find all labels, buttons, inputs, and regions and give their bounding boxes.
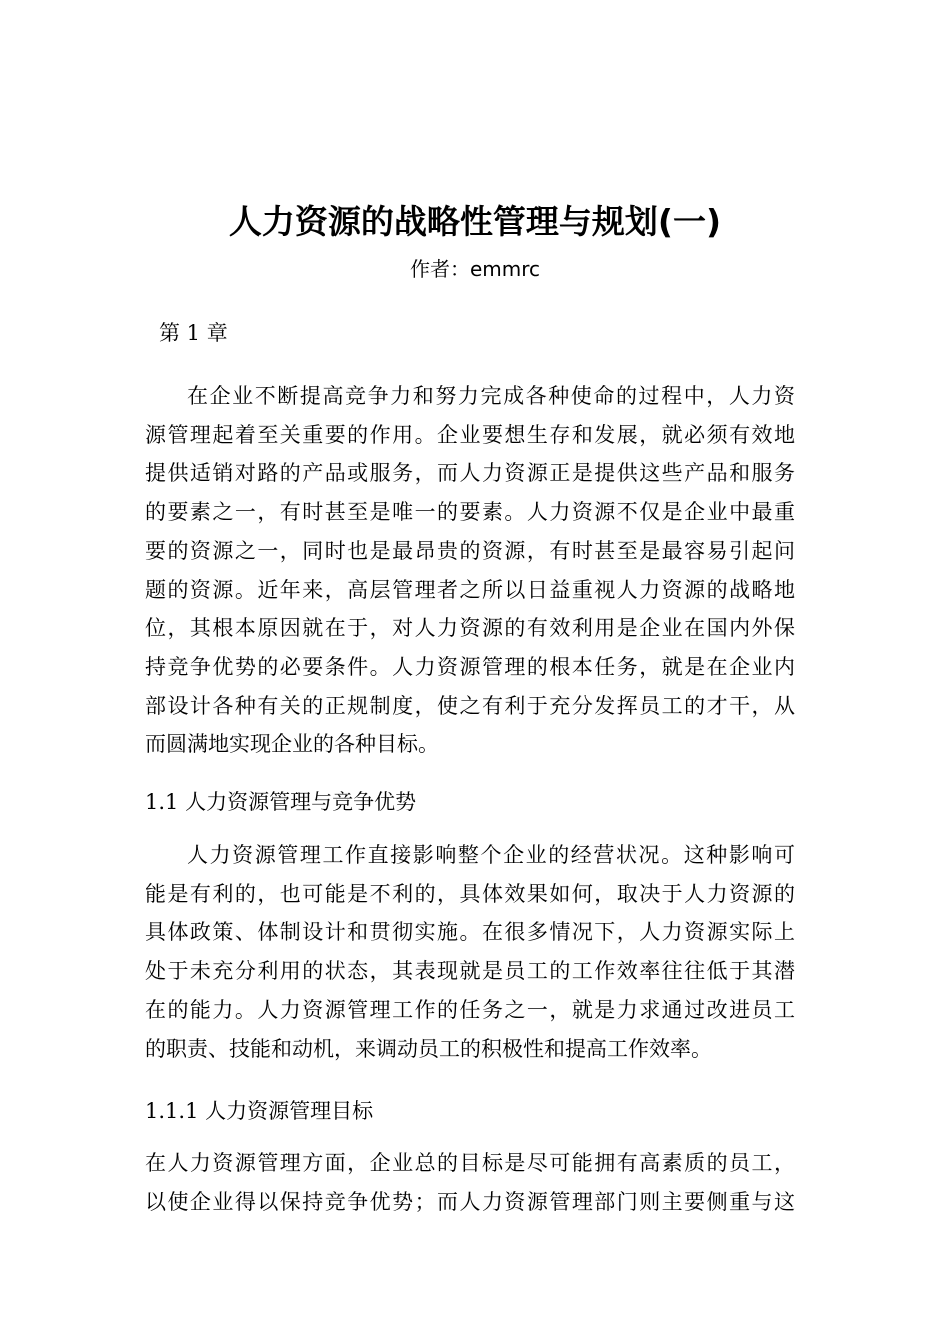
chapter-label: 第 1 章: [159, 321, 228, 345]
paragraph-line: 在的能力。人力资源管理工作的任务之一，就是力求通过改进员工: [145, 997, 795, 1022]
paragraph-line: 的要素之一，有时甚至是唯一的要素。人力资源不仅是企业中最重: [145, 500, 795, 525]
section-heading-1-1: 1.1 人力资源管理与竞争优势: [145, 790, 417, 814]
paragraph-line: 题的资源。近年来，高层管理者之所以日益重视人力资源的战略地: [145, 577, 795, 602]
paragraph-line: 要的资源之一，同时也是最昂贵的资源，有时甚至是最容易引起问: [145, 538, 795, 563]
paragraph-line: 处于未充分利用的状态，其表现就是员工的工作效率往往低于其潜: [145, 959, 795, 984]
paragraph-line: 在人力资源管理方面，企业总的目标是尽可能拥有高素质的员工，: [145, 1151, 795, 1175]
paragraph-line: 在企业不断提高竞争力和努力完成各种使命的过程中，人力资: [187, 384, 795, 408]
paragraph-line: 而圆满地实现企业的各种目标。: [145, 732, 439, 757]
paragraph-intro: [145, 377, 795, 764]
document-title: 人力资源的战略性管理与规划(一): [228, 202, 722, 241]
paragraph-line: 源管理起着至关重要的作用。企业要想生存和发展，就必须有效地: [145, 422, 795, 447]
section-heading-1-1-1: 1.1.1 人力资源管理目标: [145, 1099, 374, 1123]
paragraph-hr-goals: [145, 1144, 795, 1221]
paragraph-line: 持竞争优势的必要条件。人力资源管理的根本任务，就是在企业内: [145, 654, 795, 679]
paragraph-competitive-advantage: [145, 836, 795, 1068]
paragraph-line: 能是有利的，也可能是不利的，具体效果如何，取决于人力资源的: [145, 881, 795, 906]
paragraph-line: 位，其根本原因就在于，对人力资源的有效利用是企业在国内外保: [145, 616, 795, 641]
paragraph-line: 部设计各种有关的正规制度，使之有利于充分发挥员工的才干，从: [145, 693, 795, 718]
paragraph-line: 以使企业得以保持竞争优势；而人力资源管理部门则主要侧重与这: [145, 1189, 795, 1214]
paragraph-line: 的职责、技能和动机，来调动员工的积极性和提高工作效率。: [145, 1036, 712, 1061]
paragraph-line: 人力资源管理工作直接影响整个企业的经营状况。这种影响可: [187, 843, 795, 867]
paragraph-line: 具体政策、体制设计和贯彻实施。在很多情况下，人力资源实际上: [145, 920, 795, 945]
author-line: 作者：emmrc: [409, 257, 541, 281]
paragraph-line: 提供适销对路的产品或服务，而人力资源正是提供这些产品和服务: [145, 461, 795, 486]
